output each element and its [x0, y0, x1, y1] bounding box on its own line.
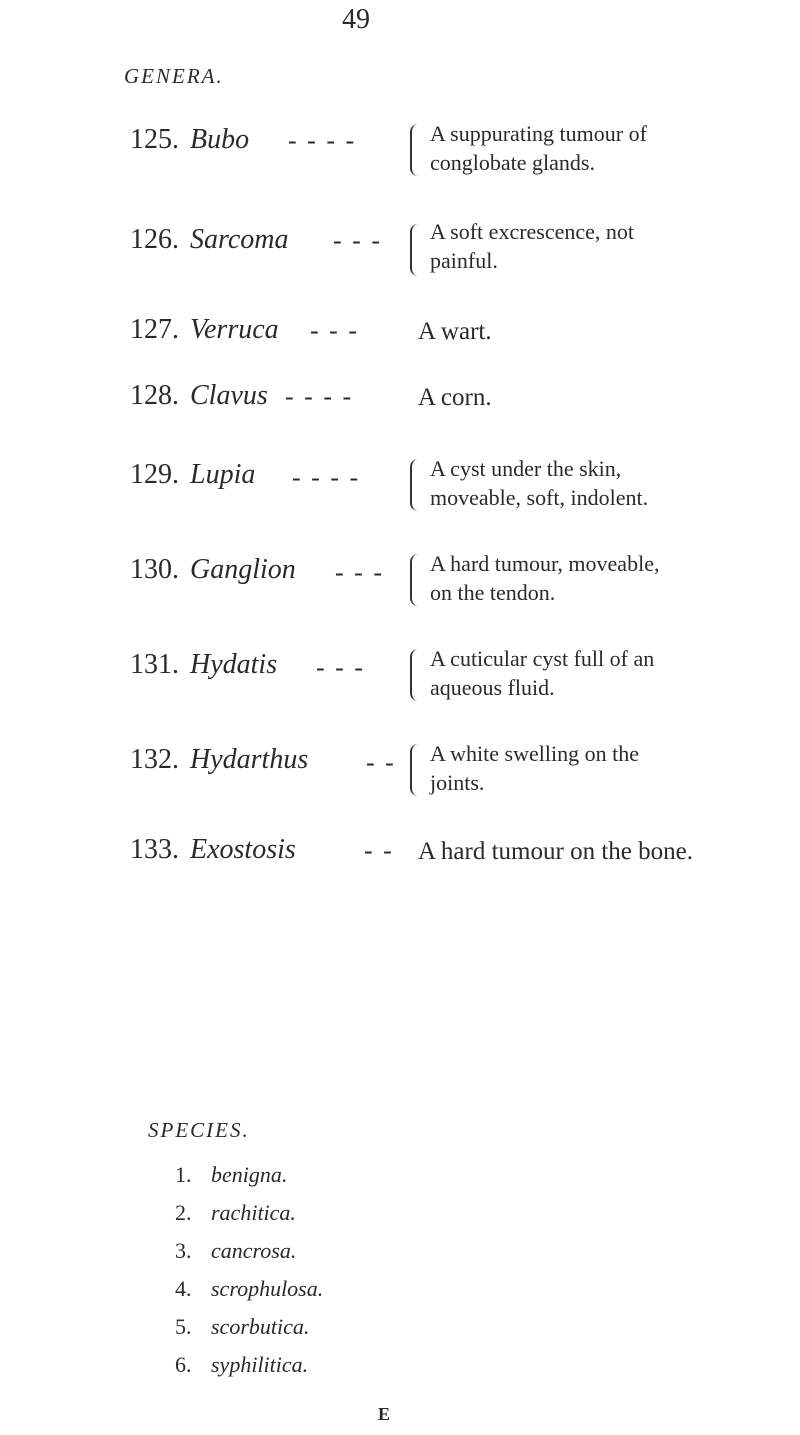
- genus-entry: [130, 312, 730, 372]
- genus-entry: [130, 120, 730, 180]
- description-line: conglobate glands.: [430, 149, 595, 175]
- entry-number: 131.: [130, 649, 179, 680]
- genus-name: Clavus: [190, 380, 268, 411]
- leader-dashes: - - - -: [292, 463, 361, 492]
- species-name: benigna.: [211, 1162, 288, 1187]
- brace: [410, 554, 424, 606]
- entry-number: 128.: [130, 380, 179, 411]
- genus-entry: [130, 832, 730, 892]
- genus-name: Bubo: [190, 124, 250, 155]
- genus-entry: [130, 550, 730, 610]
- genus-description: A corn.: [418, 384, 492, 411]
- species-item: [175, 1238, 323, 1276]
- genus-entry: [130, 378, 730, 438]
- entry-number: 127.: [130, 314, 179, 345]
- brace: [410, 459, 424, 511]
- genus-entry: [130, 455, 730, 515]
- genus-description: A wart.: [418, 318, 492, 345]
- brace: [410, 649, 424, 701]
- leader-dashes: - - - -: [288, 126, 357, 155]
- entry-number: 125.: [130, 124, 179, 155]
- description-line: on the tendon.: [430, 579, 556, 605]
- leader-dashes: - - -: [333, 226, 382, 255]
- genus-name: Sarcoma: [190, 224, 289, 255]
- leader-dashes: - - -: [335, 558, 384, 587]
- species-item: [175, 1314, 323, 1352]
- species-number: 1.: [175, 1162, 192, 1187]
- genus-name: Ganglion: [190, 554, 296, 585]
- genus-description: [430, 455, 800, 512]
- species-name: cancrosa.: [211, 1238, 297, 1263]
- leader-dashes: - -: [366, 748, 396, 777]
- description-line: A hard tumour, moveable,: [430, 551, 660, 576]
- leader-dashes: - - -: [310, 316, 359, 345]
- species-number: 5.: [175, 1314, 192, 1339]
- genus-name: Hydarthus: [190, 744, 309, 775]
- genus-name: Exostosis: [190, 834, 296, 865]
- brace: [410, 744, 424, 796]
- species-list: [175, 1162, 323, 1390]
- genus-entry: [130, 645, 730, 705]
- genus-description: [430, 740, 800, 797]
- description-line: aqueous fluid.: [430, 674, 555, 700]
- entry-number: 129.: [130, 459, 179, 490]
- genus-description: [430, 120, 800, 177]
- species-item: [175, 1162, 323, 1200]
- signature-mark: E: [378, 1404, 391, 1424]
- species-name: scorbutica.: [211, 1314, 310, 1339]
- species-item: [175, 1276, 323, 1314]
- entry-number: 132.: [130, 744, 179, 775]
- genus-name: Verruca: [190, 314, 279, 345]
- species-name: rachitica.: [211, 1200, 296, 1225]
- brace: [410, 224, 424, 276]
- genus-description: [430, 218, 800, 275]
- description-line: A suppurating tumour of: [430, 121, 647, 146]
- page-number: 49: [342, 4, 370, 35]
- species-number: 6.: [175, 1352, 192, 1377]
- genus-name: Hydatis: [190, 649, 278, 680]
- description-line: joints.: [430, 769, 485, 795]
- species-number: 3.: [175, 1238, 192, 1263]
- genus-description: A hard tumour on the bone.: [418, 838, 693, 865]
- leader-dashes: - - - -: [285, 382, 354, 411]
- species-item: [175, 1352, 323, 1390]
- genus-entry: [130, 740, 730, 800]
- species-number: 4.: [175, 1276, 192, 1301]
- species-name: syphilitica.: [211, 1352, 309, 1377]
- leader-dashes: - - -: [316, 653, 365, 682]
- description-line: A white swelling on the: [430, 741, 639, 766]
- description-line: A soft excrescence, not: [430, 219, 635, 244]
- genera-heading: GENERA.: [124, 64, 224, 88]
- species-heading: SPECIES.: [148, 1118, 250, 1142]
- leader-dashes: - -: [364, 836, 394, 865]
- entry-number: 133.: [130, 834, 179, 865]
- genus-description: [430, 645, 800, 702]
- description-line: moveable, soft, indolent.: [430, 484, 649, 510]
- species-item: [175, 1200, 323, 1238]
- description-line: A cyst under the skin,: [430, 456, 622, 481]
- description-line: painful.: [430, 247, 498, 273]
- entry-number: 130.: [130, 554, 179, 585]
- genus-entry: [130, 219, 730, 282]
- species-number: 2.: [175, 1200, 192, 1225]
- species-name: scrophulosa.: [211, 1276, 324, 1301]
- genus-description: [430, 550, 800, 607]
- entry-number: 126.: [130, 224, 179, 255]
- brace: [410, 124, 424, 176]
- description-line: A cuticular cyst full of an: [430, 646, 655, 671]
- genus-name: Lupia: [190, 459, 256, 490]
